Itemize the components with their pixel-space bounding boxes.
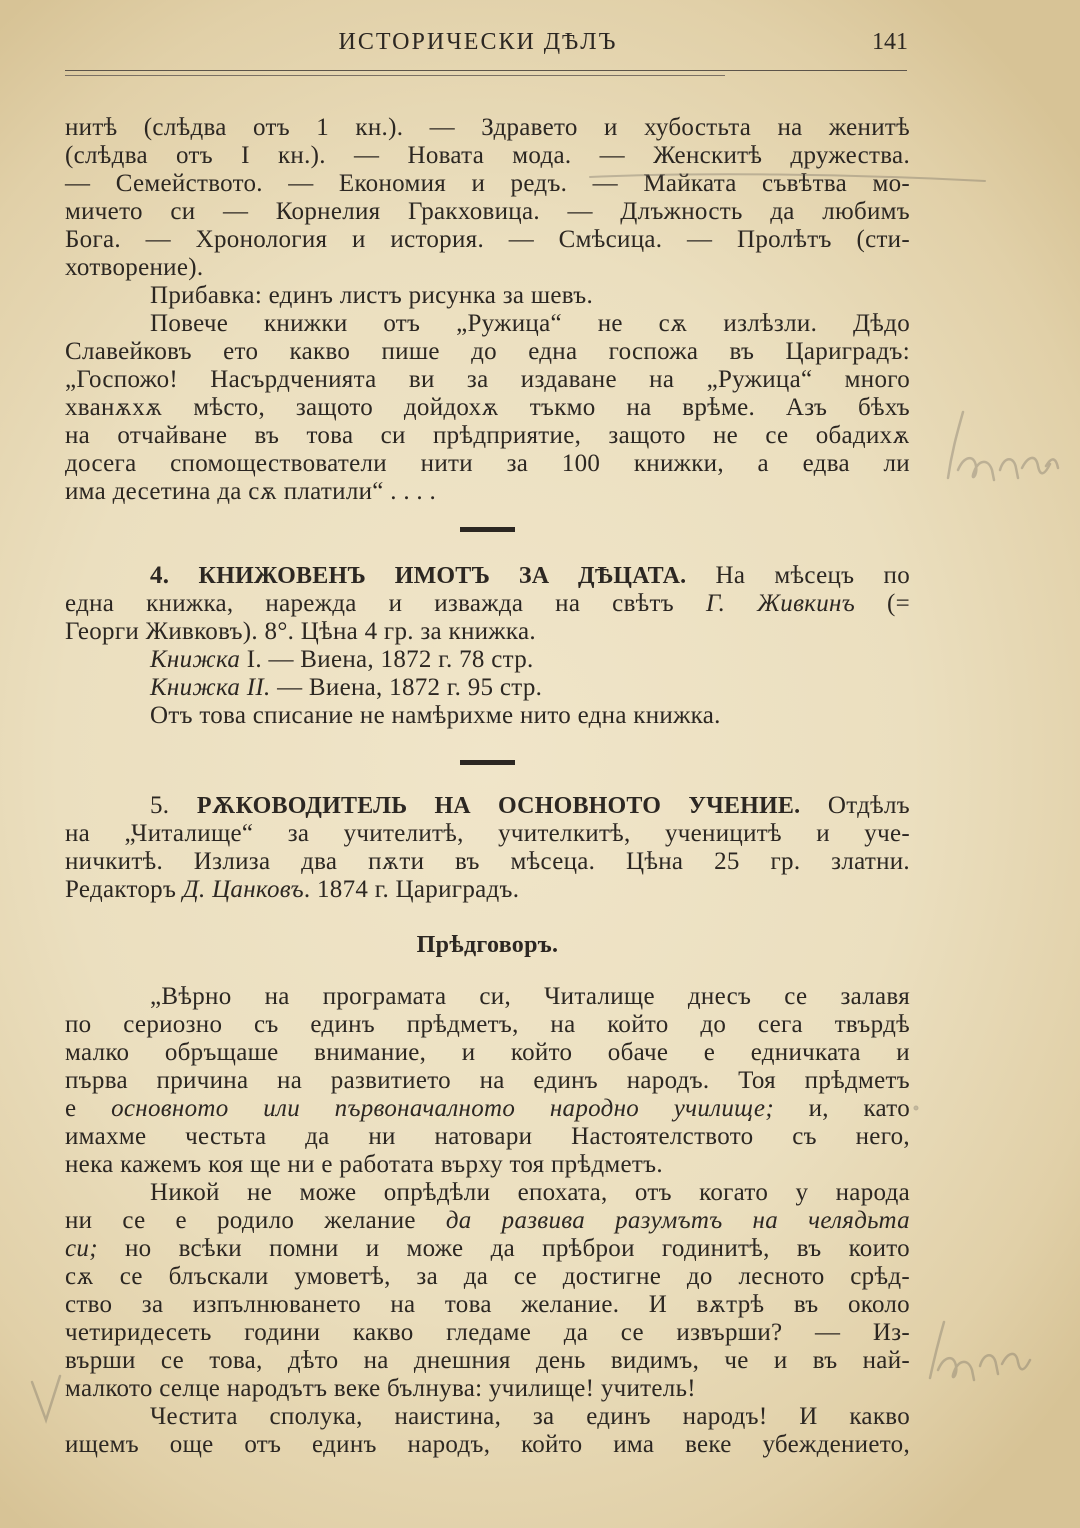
section-heading-line <box>65 562 910 590</box>
section-5-entry <box>65 792 910 904</box>
text-segment: е <box>65 1095 77 1122</box>
section-title: КНИЖОВЕНЪ ИМОТЪ ЗА ДѢЦАТА. <box>198 563 687 589</box>
section-4-entry <box>65 562 910 730</box>
editor-name: Г. Живкинъ <box>705 590 856 617</box>
text-segment: (= <box>886 590 910 617</box>
text-segment: . 1874 г. Цариградъ. <box>303 876 520 903</box>
emphasis-segment: да развива разумътъ на челядьта <box>445 1207 910 1234</box>
text-line: мичето си — Корнелия Гракховица. — Длъжность да любимъ <box>65 198 910 225</box>
text-segment: една книжка, нарежда и изважда на свѣтъ <box>65 590 675 617</box>
text-line <box>65 590 910 618</box>
text-line: досега спомоществователи нити за 100 книжки, а едва ли <box>65 450 910 477</box>
emphasis-segment: основното или първоначалното народно училище; <box>111 1095 774 1122</box>
text-line: Бога. — Хронология и история. — Смѣсица. — Пролѣтъ (сти- <box>65 226 910 253</box>
text-line: Повече книжки отъ „Ружица“ не сѫ излѣзли. Дѣдо <box>150 310 910 337</box>
text-line: хванѫхѫ мѣсто, защото дойдохѫ тъкмо на врѣме. Азъ бѣхъ <box>65 394 910 421</box>
text-line: на „Читалище“ за учителитѣ, учителкитѣ, ученицитѣ и уче- <box>65 820 910 847</box>
section-number: 4. <box>150 562 170 589</box>
issue-number: II. <box>246 674 271 701</box>
text-segment: и, като <box>808 1095 910 1122</box>
text-line: върши се това, дѣто на днешния день видимъ, че и въ най- <box>65 1347 910 1374</box>
text-line <box>65 1235 910 1263</box>
issue-details: — Виена, 1872 г. 95 стр. <box>277 674 543 701</box>
editor-name: Д. Цанковъ <box>182 876 304 903</box>
text-line: „Вѣрно на програмата си, Читалище днесъ се залавя <box>150 983 910 1010</box>
text-segment: но всѣки помни и може да прѣброи годинитѣ, въ които <box>124 1235 910 1262</box>
text-segment: ни се е родило желание <box>65 1207 416 1234</box>
text-line: малкото селце народътъ веке бълнува: училище! учитель! <box>65 1375 696 1402</box>
text-line: Георги Живковъ). 8°. Цѣна 4 гр. за книжка. <box>65 618 536 645</box>
text-line: по сериозно съ единъ прѣдметъ, на който до сега твърдѣ <box>65 1011 910 1038</box>
section-title: РѪКОВОДИТЕЛЬ НА ОСНОВНОТО УЧЕНИЕ. <box>196 793 801 819</box>
section-separator <box>460 760 515 765</box>
issue-label: Книжка <box>150 674 241 701</box>
issue-number: I. <box>246 646 262 673</box>
issue-label: Книжка <box>150 646 241 673</box>
text-segment: Отдѣлъ <box>827 792 910 819</box>
text-line: нитѣ (слѣдва отъ 1 кн.). — Здравето и хубостьта на женитѣ <box>65 114 910 141</box>
text-line: Честита сполука, наистина, за единъ народъ! И какво <box>150 1403 910 1430</box>
text-line: ничкитѣ. Излиза два пѫти въ мѣсеца. Цѣна 25 гр. златни. <box>65 848 910 875</box>
text-line: — Семейството. — Економия и редъ. — Майката съвѣтва мо- <box>65 170 910 197</box>
preface-text <box>65 983 910 1459</box>
text-line: нека кажемъ коя ще ни е работата върху тоя прѣдметъ. <box>65 1151 663 1178</box>
text-line: имахме честьта да ни натовари Настоятелството съ него, <box>65 1123 910 1150</box>
issue-line <box>65 646 910 674</box>
text-line: хотворение). <box>65 254 204 281</box>
continuation-text <box>65 114 910 506</box>
text-line: ство за изпълнюването на това желание. И вѫтрѣ въ около <box>65 1291 910 1318</box>
text-line: ищемъ още отъ единъ народъ, който има веке убеждението, <box>65 1431 910 1458</box>
text-segment: На мѣсецъ по <box>715 562 910 589</box>
header-rule-secondary <box>65 75 725 76</box>
page-number: 141 <box>872 29 908 55</box>
text-line: първа причина на развитието на единъ народъ. Тоя прѣдметъ <box>65 1067 910 1094</box>
text-line: (слѣдва отъ I кн.). — Новата мода. — Женскитѣ дружества. <box>65 142 910 169</box>
running-header-title: ИСТОРИЧЕСКИ ДѢЛЪ <box>338 29 618 55</box>
issue-details: — Виена, 1872 г. 78 стр. <box>268 646 534 673</box>
text-line <box>65 1207 910 1235</box>
text-line: Отъ това списание не намѣрихме нито една книжка. <box>150 702 721 729</box>
section-separator <box>460 527 515 532</box>
text-line: малко обръщаше внимание, и който обаче е едничката и <box>65 1039 910 1066</box>
text-line: сѫ се блъскали умоветѣ, за да се достигне до лесното срѣд- <box>65 1263 910 1290</box>
text-line: Славейковъ ето какво пише до една госпожа въ Цариградъ: <box>65 338 910 365</box>
text-line: Никой не може опрѣдѣли епохата, отъ когато у народа <box>150 1179 910 1206</box>
section-number: 5. <box>150 792 170 819</box>
text-segment: Редакторъ <box>65 876 177 903</box>
section-heading-line <box>65 792 910 820</box>
issue-line <box>65 674 910 702</box>
text-line: на отчайване въ това си прѣдприятие, защото не се обадихѫ <box>65 422 910 449</box>
text-line: има десетина да сѫ платили“ . . . . <box>65 478 437 505</box>
text-line: четиридесеть години какво гледаме да се извърши? — Из- <box>65 1319 910 1346</box>
header-rule <box>65 70 907 71</box>
text-line <box>65 1095 910 1123</box>
text-line <box>65 876 910 904</box>
preface-heading: Прѣдговоръ. <box>416 932 559 958</box>
text-line: Прибавка: единъ листъ рисунка за шевъ. <box>150 282 594 309</box>
emphasis-segment: си; <box>65 1235 98 1262</box>
text-line: „Госпожо! Насърдченията ви за издаване на „Ружица“ много <box>65 366 910 393</box>
